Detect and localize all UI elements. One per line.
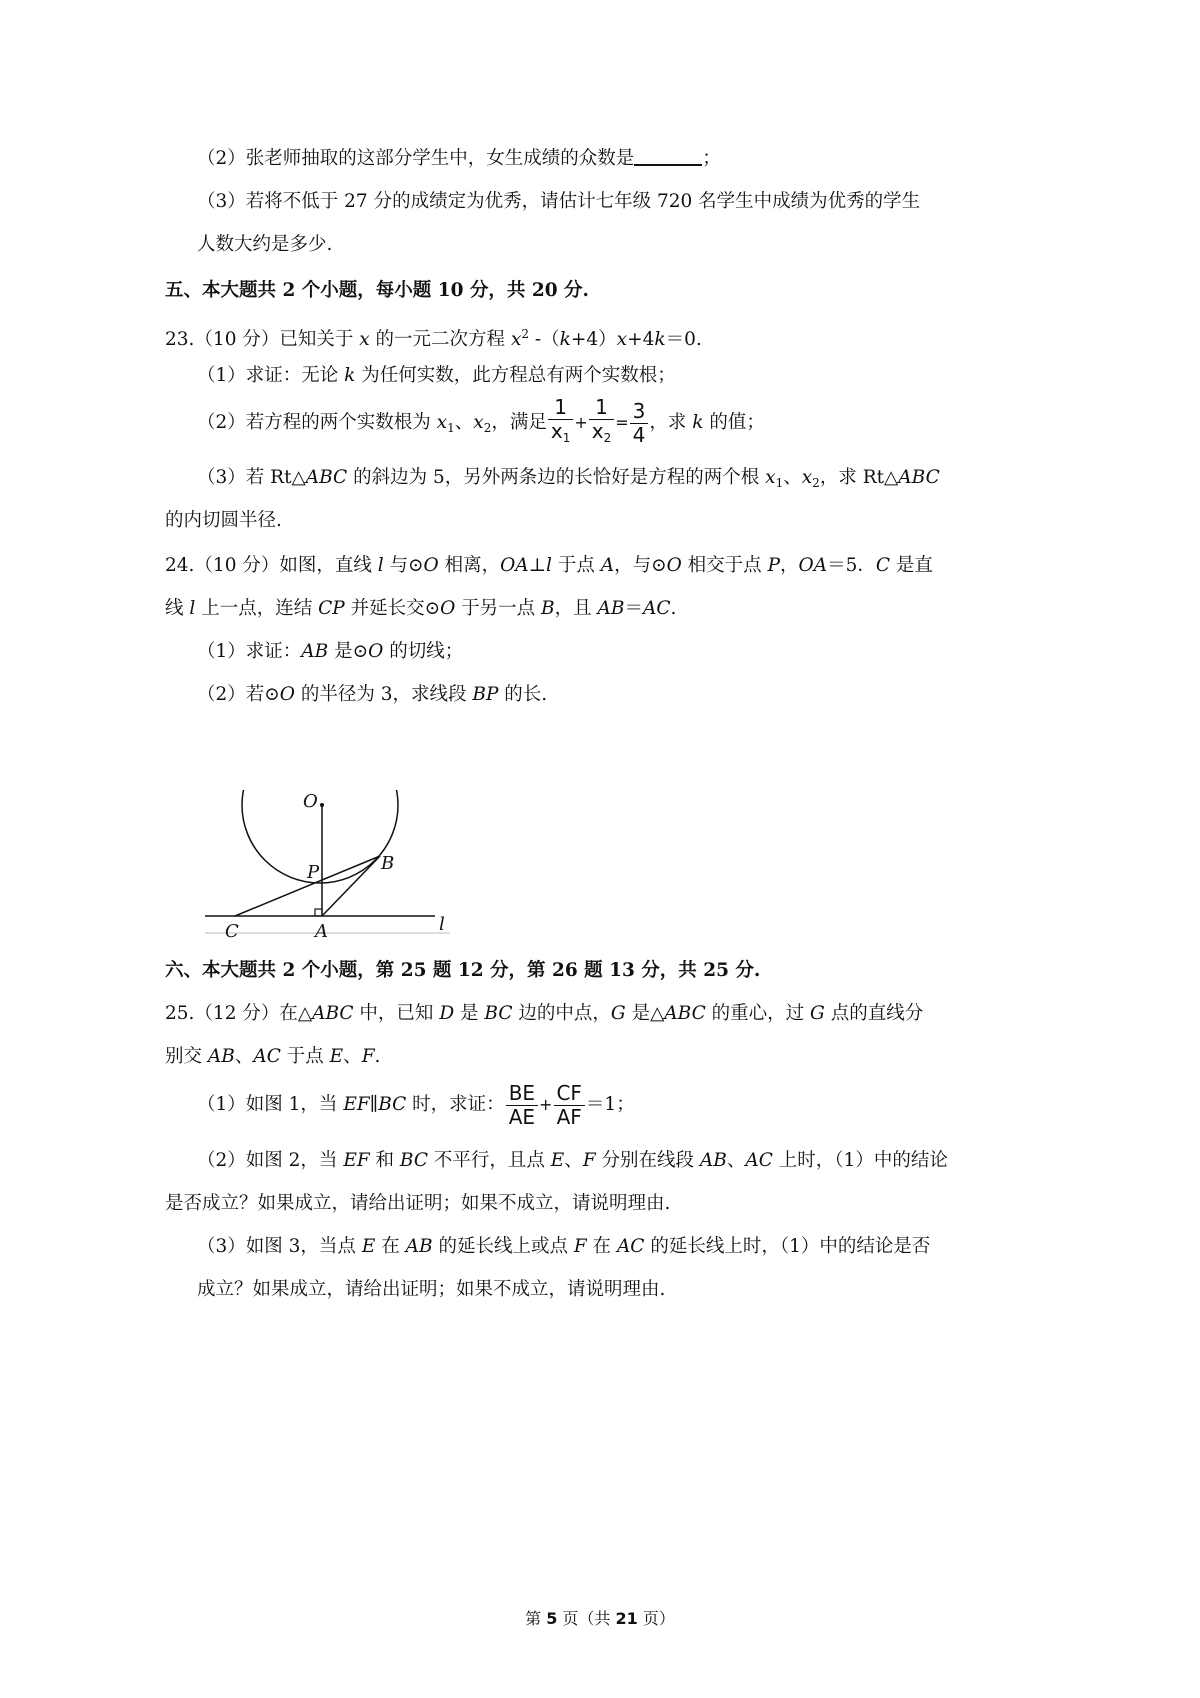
q25-stem-line1: 25.（12 分）在△ABC 中，已知 D 是 BC 边的中点，G 是△ABC 的重心，过 G 点的直线分 (165, 1003, 924, 1024)
q23-part3-line1: （3）若 Rt△ABC 的斜边为 5，另外两条边的长恰好是方程的两个根 $x_1$、$x_2$，求 Rt△ABC (197, 467, 940, 490)
section6-heading: 六、本大题共 2 个小题，第 25 题 12 分，第 26 题 13 分，共 25 分. (165, 960, 761, 981)
q24-part1: （1）求证：AB 是⊙O 的切线； (197, 641, 464, 662)
label-a: A (315, 921, 328, 942)
fraction-be-over-ae: $\frac{BE}{AE}$ (506, 1082, 538, 1129)
label-c: C (225, 921, 239, 942)
q25-part3-line1: （3）如图 3，当点 E 在 AB 的延长线上或点 F 在 AC 的延长线上时，（1）中的结论是否 (197, 1236, 931, 1257)
q22-part3-line1: （3）若将不低于 27 分的成绩定为优秀，请估计七年级 720 名学生中成绩为优秀的学生 (197, 191, 921, 212)
q24-stem-line1: 24.（10 分）如图，直线 l 与⊙O 相离，OA⊥l 于点 A，与⊙O 相交于点 P，OA＝5．C 是直 (165, 555, 933, 576)
q25-stem-line2: 别交 AB、AC 于点 E、F. (165, 1046, 381, 1067)
q22-part2: （2）张老师抽取的这部分学生中，女生成绩的众数是 ； (197, 148, 721, 169)
q24-part2: （2）若⊙O 的半径为 3，求线段 BP 的长. (197, 684, 548, 705)
label-p: P (307, 862, 320, 883)
center-point-o (320, 803, 324, 807)
right-angle-mark (315, 909, 322, 916)
fraction-three-quarters: $\frac{3}{4}$ (630, 400, 649, 447)
q23-part2: （2）若方程的两个实数根为 $x_1$、$x_2$，满足 $\frac{1}{x_1}$ + $\frac{1}{x_2}$ = $\frac{3}{4}$ ，求 k 的值； (197, 396, 765, 453)
circle-o (242, 790, 398, 883)
q23-part1: （1）求证：无论 k 为任何实数，此方程总有两个实数根； (197, 365, 676, 386)
q23-stem: 23.（10 分）已知关于 x 的一元二次方程 $x^2$ -（k+4）x+4k＝0. (165, 327, 702, 350)
q25-part2-line2: 是否成立？如果成立，请给出证明；如果不成立，请说明理由. (165, 1193, 671, 1214)
circle-tangent-figure (205, 790, 465, 950)
q24-stem-line2: 线 l 上一点，连结 CP 并延长交⊙O 于另一点 B，且 AB＝AC. (165, 598, 677, 619)
fraction-one-over-x1: $\frac{1}{x_1}$ (548, 396, 573, 450)
fraction-one-over-x2: $\frac{1}{x_2}$ (589, 396, 614, 450)
segment-ab (322, 856, 380, 916)
label-o: O (303, 791, 318, 812)
fraction-cf-over-af: $\frac{CF}{AF}$ (553, 1082, 584, 1129)
page-footer: 第 5 页（共 21 页） (525, 1609, 675, 1628)
q22-part3-line2: 人数大约是多少. (197, 234, 333, 255)
section5-heading: 五、本大题共 2 个小题，每小题 10 分，共 20 分. (165, 280, 589, 301)
label-b: B (381, 853, 395, 874)
answer-blank (634, 146, 702, 166)
label-l: l (439, 914, 445, 935)
q25-part3-line2: 成立？如果成立，请给出证明；如果不成立，请说明理由. (197, 1279, 666, 1300)
q25-part2-line1: （2）如图 2，当 EF 和 BC 不平行，且点 E、F 分别在线段 AB、AC 上时，（1）中的结论 (197, 1150, 948, 1171)
q23-part3-line2: 的内切圆半径. (165, 510, 282, 531)
q25-part1: （1）如图 1，当 EF∥BC 时，求证： $\frac{BE}{AE}$ + $\frac{CF}{AF}$ ＝1； (197, 1080, 635, 1129)
